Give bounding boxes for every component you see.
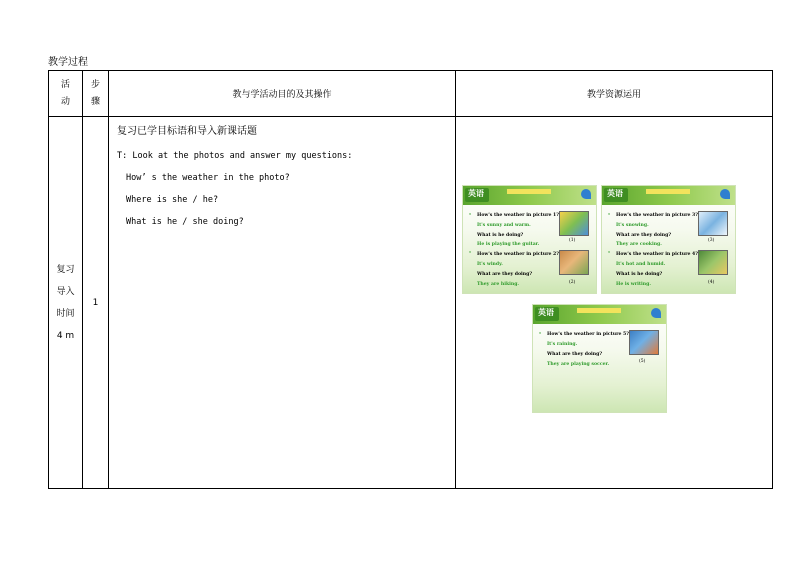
picture-sunny (559, 211, 589, 236)
banner-strip (507, 189, 551, 194)
slide-question: How's the weather in picture 4? (616, 252, 698, 257)
teaching-process-table (48, 70, 773, 489)
slide-thumbnail-2 (601, 185, 736, 294)
resources-cell (456, 117, 773, 489)
picture-number: (4) (708, 280, 715, 285)
header-step-1: 步 (90, 79, 100, 90)
slide-answer: They are playing soccer. (547, 362, 610, 367)
slide-thumbnail-3 (532, 304, 667, 413)
slide-question: What are they doing? (616, 233, 672, 238)
slide-logo: 英语 (468, 189, 484, 198)
header-activity-1: 活 (60, 79, 70, 90)
header-resources: 教学资源运用 (456, 71, 773, 117)
slide-question: How's the weather in picture 3? (616, 213, 698, 218)
picture-number: (2) (569, 280, 576, 285)
slide-question: What are they doing? (477, 272, 533, 277)
activity-line-2: 导入 (56, 286, 75, 297)
table-row (49, 117, 773, 489)
quote-mark-icon: ❝ (539, 331, 542, 336)
operation-line-4: What is he / she doing? (126, 217, 244, 227)
slide-answer: He is playing the guitar. (477, 242, 540, 247)
slide-question: What is he doing? (616, 272, 663, 277)
header-activity-2: 动 (60, 96, 70, 107)
slide-answer: They are cooking. (616, 242, 662, 247)
slide-question: What are they doing? (547, 352, 603, 357)
quote-mark-icon: ❝ (469, 250, 472, 255)
picture-number: (3) (708, 238, 715, 243)
picture-number: (1) (569, 238, 576, 243)
picture-windy (559, 250, 589, 275)
quote-mark-icon: ❝ (469, 212, 472, 217)
slide-question: How's the weather in picture 2? (477, 252, 559, 257)
bird-icon (720, 189, 730, 199)
section-title: 教学过程 (48, 57, 88, 68)
slide-logo: 英语 (538, 308, 554, 317)
picture-raining (629, 330, 659, 355)
quote-mark-icon: ❝ (608, 212, 611, 217)
banner-strip (646, 189, 690, 194)
activity-cell (49, 117, 83, 489)
operations-cell (109, 117, 456, 489)
header-row (49, 71, 773, 117)
operation-line-1: T: Look at the photos and answer my questions: (117, 151, 353, 161)
step-cell: 1 (83, 117, 109, 489)
slide-answer: It's windy. (477, 262, 503, 267)
header-activity (49, 71, 83, 117)
slide-answer: It's sunny and warm. (477, 223, 531, 228)
slide-answer: It's raining. (547, 342, 578, 347)
operation-line-3: Where is she / he? (126, 195, 219, 205)
operation-title: 复习已学目标语和导入新课话题 (117, 126, 257, 137)
header-operations: 教与学活动目的及其操作 (109, 71, 456, 117)
quote-mark-icon: ❝ (608, 250, 611, 255)
picture-number: (5) (639, 359, 646, 364)
slide-thumbnail-1 (462, 185, 597, 294)
slide-answer: It's snowing. (616, 223, 649, 228)
operation-line-2: How’ s the weather in the photo? (126, 173, 290, 183)
activity-line-4: 4 m (56, 330, 75, 341)
slide-logo: 英语 (607, 189, 623, 198)
header-step-2: 骤 (90, 96, 100, 107)
slide-question: What is he doing? (477, 233, 524, 238)
slide-answer: It's hot and humid. (616, 262, 666, 267)
slide-question: How's the weather in picture 1? (477, 213, 559, 218)
activity-line-3: 时间 (56, 308, 75, 319)
bird-icon (581, 189, 591, 199)
header-step (83, 71, 109, 117)
picture-snowing (698, 211, 728, 236)
slide-answer: They are hiking. (477, 282, 520, 287)
activity-line-1: 复习 (56, 264, 75, 275)
banner-strip (577, 308, 621, 313)
picture-hot (698, 250, 728, 275)
slide-question: How's the weather in picture 5? (547, 332, 629, 337)
slide-answer: He is writing. (616, 282, 651, 287)
bird-icon (651, 308, 661, 318)
